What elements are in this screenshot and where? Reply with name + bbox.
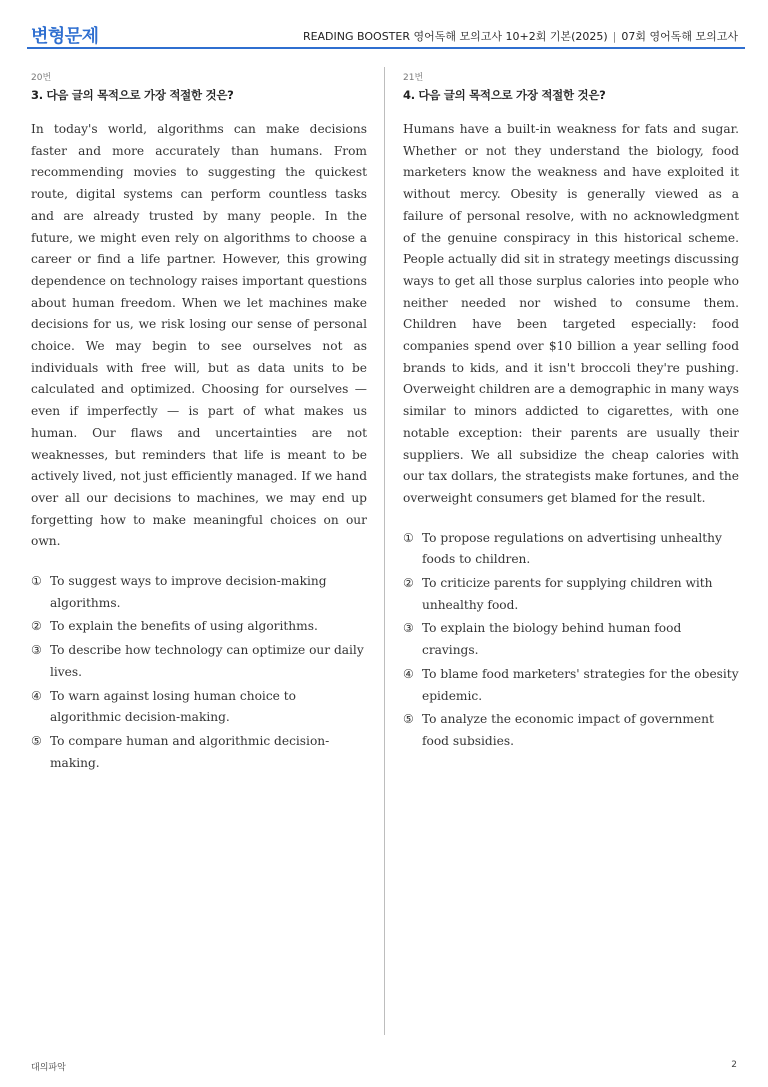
option-text: To explain the biology behind human food cravings.	[422, 621, 682, 658]
option-marker: ①	[403, 530, 414, 545]
answer-option-3[interactable]	[31, 640, 367, 683]
option-text: To suggest ways to improve decision-making algorithms.	[50, 574, 327, 610]
answer-options	[403, 528, 739, 753]
header-divider	[27, 47, 745, 49]
answer-option-1[interactable]	[31, 571, 367, 614]
option-marker: ②	[31, 619, 42, 634]
question-passage: Humans have a built-in weakness for fats and sugar. Whether or not they understand the biology, food marketers know the weakness and have exploited it without mercy. Obesity is generally viewed as a failure of personal resolve, with no acknowledgment of the genuine conspiracy in this historical scheme. People actually did sit in strategy meetings discussing ways to get all those surplus calories into people who neither needed nor wished to consume them. Children have been targeted especially: food companies spend over $10 billion a year selling food brands to kids, and it isn't broccoli they're pushing. Overweight children are a demographic in many ways similar to minors addicted to cigarettes, with one notable exception: their parents are usually their suppliers. We all subsidize the cheap calories with our tax dollars, the strategists make fortunes, and the overweight consumers get blamed for the result.	[403, 122, 739, 505]
option-marker: ③	[403, 621, 414, 636]
option-text: To compare human and algorithmic decision-making.	[50, 733, 330, 770]
header-separator: |	[612, 30, 617, 43]
page-number: 2	[731, 1060, 737, 1070]
footer-publisher: 대의파악	[31, 1063, 66, 1073]
answer-option-2[interactable]	[403, 573, 739, 616]
option-text: To analyze the economic impact of government food subsidies.	[422, 712, 714, 748]
answer-option-5[interactable]	[31, 731, 367, 774]
question-prompt: 4. 다음 글의 목적으로 가장 적절한 것은?	[403, 88, 606, 102]
question-source: 20번	[31, 73, 52, 83]
option-marker: ⑤	[31, 733, 42, 748]
test-title: 07회 영어독해 모의고사	[621, 30, 738, 43]
answer-option-4[interactable]	[31, 686, 367, 729]
option-text: To describe how technology can optimize our daily lives.	[50, 643, 364, 679]
option-text: To warn against losing human choice to algorithmic decision-making.	[50, 688, 296, 725]
option-marker: ⑤	[403, 712, 414, 727]
page-title: 변형문제	[31, 26, 99, 47]
option-marker: ①	[31, 574, 42, 589]
answer-option-1[interactable]	[403, 528, 739, 571]
answer-option-4[interactable]	[403, 664, 739, 707]
option-marker: ②	[403, 576, 414, 591]
book-title: READING BOOSTER 영어독해 모의고사 10+2회 기본(2025)	[302, 30, 608, 43]
question-prompt: 3. 다음 글의 목적으로 가장 적절한 것은?	[31, 88, 234, 102]
answer-option-3[interactable]	[403, 618, 739, 661]
question-passage: In today's world, algorithms can make decisions faster and more accurately than humans. From recommending movies to suggesting the quickest route, digital systems can perform countless tasks and are already trusted by many people. In the future, we might even rely on algorithms to choose a career or find a life partner. However, this growing dependence on technology raises important questions about human freedom. When we let machines make decisions for us, we risk losing our sense of personal choice. We may begin to see ourselves not as individuals with free will, but as data units to be calculated and optimized. Choosing for ourselves — even if imperfectly — is part of what makes us human. Our flaws and uncertainties are not weaknesses, but reminders that life is meant to be actively lived, not just efficiently managed. If we hand over all our decisions to machines, we may end up forgetting how to make meaningful choices on our own.	[31, 122, 367, 549]
option-marker: ③	[31, 643, 42, 658]
option-text: To criticize parents for supplying children with unhealthy food.	[422, 576, 713, 612]
answer-option-5[interactable]	[403, 709, 739, 752]
answer-option-2[interactable]	[31, 616, 367, 638]
question-4	[403, 70, 739, 755]
question-3	[31, 70, 367, 776]
option-marker: ④	[31, 688, 42, 703]
answer-options	[31, 571, 367, 774]
option-marker: ④	[403, 666, 414, 681]
option-text: To explain the benefits of using algorithms.	[50, 619, 318, 634]
column-divider	[384, 67, 385, 1035]
question-source: 21번	[403, 73, 424, 83]
header-info	[303, 28, 738, 44]
option-text: To propose regulations on advertising unhealthy foods to children.	[422, 530, 722, 567]
option-text: To blame food marketers' strategies for the obesity epidemic.	[422, 666, 739, 703]
